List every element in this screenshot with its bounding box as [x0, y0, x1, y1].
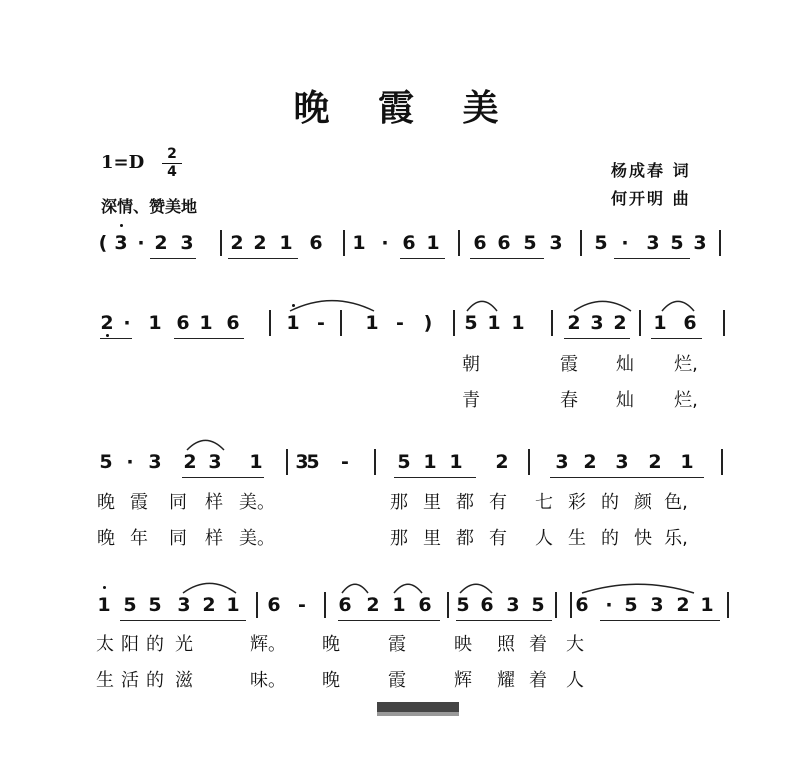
jianpu-note: 1 — [352, 232, 366, 254]
slur-arc — [662, 301, 694, 311]
slur-arc — [183, 583, 236, 593]
jianpu-note: 3 — [590, 312, 604, 334]
jianpu-note: - — [396, 312, 404, 334]
jianpu-note: 1 — [249, 451, 263, 473]
lyric-verse-2: 烂, — [674, 390, 698, 411]
jianpu-note: 5 — [148, 594, 162, 616]
jianpu-note: 3 — [555, 451, 569, 473]
composer-credit: 何开明 曲 — [611, 189, 691, 208]
jianpu-note: 6 — [473, 232, 487, 254]
lyric-verse-2: 乐, — [664, 528, 688, 549]
jianpu-note: 1 — [365, 312, 379, 334]
jianpu-note: 6 — [267, 594, 281, 616]
slur-arc — [290, 301, 374, 311]
jianpu-note: 1 — [449, 451, 463, 473]
page-title: 晚 霞 美 — [293, 88, 517, 129]
jianpu-note: 3 — [549, 232, 563, 254]
jianpu-note: 3 — [615, 451, 629, 473]
lyric-verse-1: 霞 — [388, 634, 406, 655]
jianpu-note: 5 — [531, 594, 545, 616]
jianpu-note: · — [123, 312, 131, 334]
jianpu-note: 6 — [480, 594, 494, 616]
jianpu-note: 5 — [456, 594, 470, 616]
page-footer-decoration-shadow — [377, 712, 459, 716]
lyric-verse-2: 年 — [130, 528, 148, 549]
jianpu-note: 5 — [624, 594, 638, 616]
jianpu-note: · — [621, 232, 629, 254]
jianpu-note: 2 — [366, 594, 380, 616]
lyric-verse-2: 那 — [390, 528, 408, 549]
jianpu-note: 5 — [397, 451, 411, 473]
lyric-verse-2: 人 — [566, 670, 584, 691]
lyric-verse-1: 样 — [205, 492, 223, 513]
lyric-verse-1: 彩 — [568, 492, 586, 513]
lyric-verse-1: 的 — [601, 492, 619, 513]
jianpu-note: 6 — [226, 312, 240, 334]
lyric-verse-1: 那 — [390, 492, 408, 513]
lyric-verse-1: 晚 — [322, 634, 340, 655]
jianpu-note: 5 — [594, 232, 608, 254]
jianpu-note: 5 — [306, 451, 320, 473]
lyric-verse-1: 同 — [169, 492, 187, 513]
lyric-verse-2: 灿 — [616, 390, 634, 411]
lyric-verse-2: 都 — [456, 528, 474, 549]
time-signature-top: 2 — [167, 146, 177, 162]
jianpu-note: - — [298, 594, 306, 616]
jianpu-note: · — [126, 451, 134, 473]
jianpu-note: 2 — [676, 594, 690, 616]
jianpu-note: 1 — [199, 312, 213, 334]
slur-arc — [582, 584, 694, 593]
lyric-verse-1: 灿 — [616, 354, 634, 375]
jianpu-note: 3 — [646, 232, 660, 254]
slur-arc — [187, 440, 224, 450]
lyric-verse-2: 样 — [205, 528, 223, 549]
time-signature-bottom: 4 — [162, 163, 182, 181]
lyric-verse-2: 的 — [146, 670, 164, 691]
lyric-verse-2: 生 — [96, 670, 114, 691]
lyric-verse-1: 阳 — [121, 634, 139, 655]
lyric-verse-1: 朝 — [462, 354, 480, 375]
lyric-verse-2: 生 — [568, 528, 586, 549]
jianpu-note: 3 — [506, 594, 520, 616]
jianpu-note: 5 — [523, 232, 537, 254]
jianpu-note: - — [317, 312, 325, 334]
lyric-verse-1: 光 — [175, 634, 193, 655]
jianpu-note: 1 — [279, 232, 293, 254]
lyric-verse-2: 滋 — [175, 670, 193, 691]
jianpu-note: 6 — [309, 232, 323, 254]
jianpu-note: · — [605, 594, 613, 616]
lyric-verse-2: 春 — [560, 390, 578, 411]
slur-arc — [467, 301, 497, 311]
lyric-verse-2: 着 — [529, 670, 547, 691]
jianpu-note: 3 — [180, 232, 194, 254]
jianpu-note: 3 — [650, 594, 664, 616]
lyric-verse-1: 晚 — [97, 492, 115, 513]
jianpu-note: 1 — [511, 312, 525, 334]
jianpu-note: 6 — [497, 232, 511, 254]
lyric-verse-2: 晚 — [97, 528, 115, 549]
jianpu-note: 1 — [653, 312, 667, 334]
jianpu-note: 6 — [683, 312, 697, 334]
jianpu-note: 1 — [487, 312, 501, 334]
lyric-verse-1: 色, — [664, 492, 688, 513]
lyric-verse-2: 晚 — [322, 670, 340, 691]
lyric-verse-1: 着 — [529, 634, 547, 655]
jianpu-note: 3 — [114, 232, 128, 254]
jianpu-note: ) — [423, 312, 433, 334]
jianpu-note: 3 — [177, 594, 191, 616]
lyric-verse-1: 里 — [423, 492, 441, 513]
lyric-verse-2: 同 — [169, 528, 187, 549]
jianpu-note: 3 — [148, 451, 162, 473]
jianpu-note: 3 — [208, 451, 222, 473]
jianpu-note: 2 — [253, 232, 267, 254]
lyricist-credit: 杨成春 词 — [611, 161, 691, 180]
jianpu-note: 5 — [123, 594, 137, 616]
lyric-verse-2: 有 — [489, 528, 507, 549]
jianpu-note: 1 — [392, 594, 406, 616]
lyric-verse-1: 七 — [535, 492, 553, 513]
jianpu-note: 1 — [286, 312, 300, 334]
jianpu-note: - — [341, 451, 349, 473]
jianpu-note: 3 — [295, 451, 309, 473]
lyric-verse-1: 大 — [566, 634, 584, 655]
lyric-verse-2: 辉 — [454, 670, 472, 691]
slur-arc — [342, 584, 368, 593]
jianpu-note: ( — [98, 232, 108, 254]
jianpu-note: 1 — [680, 451, 694, 473]
lyric-verse-1: 太 — [96, 634, 114, 655]
jianpu-note: 2 — [583, 451, 597, 473]
lyric-verse-2: 美。 — [239, 528, 275, 549]
lyric-verse-1: 辉。 — [250, 634, 286, 655]
jianpu-note: 6 — [418, 594, 432, 616]
lyric-verse-1: 烂, — [674, 354, 698, 375]
lyric-verse-2: 味。 — [250, 670, 286, 691]
jianpu-note: 1 — [97, 594, 111, 616]
jianpu-note: 1 — [148, 312, 162, 334]
jianpu-note: 1 — [226, 594, 240, 616]
lyric-verse-1: 颜 — [634, 492, 652, 513]
jianpu-note: · — [137, 232, 145, 254]
jianpu-note: 2 — [495, 451, 509, 473]
lyric-verse-2: 活 — [121, 670, 139, 691]
jianpu-note: 5 — [99, 451, 113, 473]
key-signature: 1=D — [101, 152, 145, 173]
lyric-verse-2: 的 — [601, 528, 619, 549]
jianpu-note: 2 — [100, 312, 114, 334]
lyric-verse-1: 照 — [497, 634, 515, 655]
lyric-verse-2: 耀 — [497, 670, 515, 691]
jianpu-note: 2 — [567, 312, 581, 334]
lyric-verse-1: 霞 — [560, 354, 578, 375]
jianpu-note: 5 — [464, 312, 478, 334]
lyric-verse-1: 霞 — [130, 492, 148, 513]
jianpu-note: 6 — [402, 232, 416, 254]
lyric-verse-1: 的 — [146, 634, 164, 655]
jianpu-note: 6 — [176, 312, 190, 334]
jianpu-note: 2 — [613, 312, 627, 334]
jianpu-note: 2 — [648, 451, 662, 473]
lyric-verse-2: 青 — [462, 390, 480, 411]
jianpu-note: · — [381, 232, 389, 254]
jianpu-note: 2 — [202, 594, 216, 616]
slur-arc — [394, 584, 422, 593]
lyric-verse-2: 霞 — [388, 670, 406, 691]
lyric-verse-2: 快 — [634, 528, 652, 549]
jianpu-note: 2 — [230, 232, 244, 254]
jianpu-note: 5 — [670, 232, 684, 254]
lyric-verse-2: 里 — [423, 528, 441, 549]
jianpu-note: 1 — [426, 232, 440, 254]
expression-mark: 深情、赞美地 — [101, 197, 198, 216]
jianpu-note: 1 — [700, 594, 714, 616]
slur-arc — [574, 301, 631, 311]
jianpu-note: 1 — [423, 451, 437, 473]
jianpu-note: 2 — [183, 451, 197, 473]
jianpu-note: 6 — [575, 594, 589, 616]
jianpu-note: 2 — [154, 232, 168, 254]
lyric-verse-1: 都 — [456, 492, 474, 513]
lyric-verse-2: 人 — [535, 528, 553, 549]
page-footer-decoration — [377, 702, 459, 712]
lyric-verse-1: 有 — [489, 492, 507, 513]
lyric-verse-1: 映 — [454, 634, 472, 655]
jianpu-note: 6 — [338, 594, 352, 616]
lyric-verse-1: 美。 — [239, 492, 275, 513]
jianpu-note: 3 — [693, 232, 707, 254]
slur-arc — [460, 584, 492, 593]
